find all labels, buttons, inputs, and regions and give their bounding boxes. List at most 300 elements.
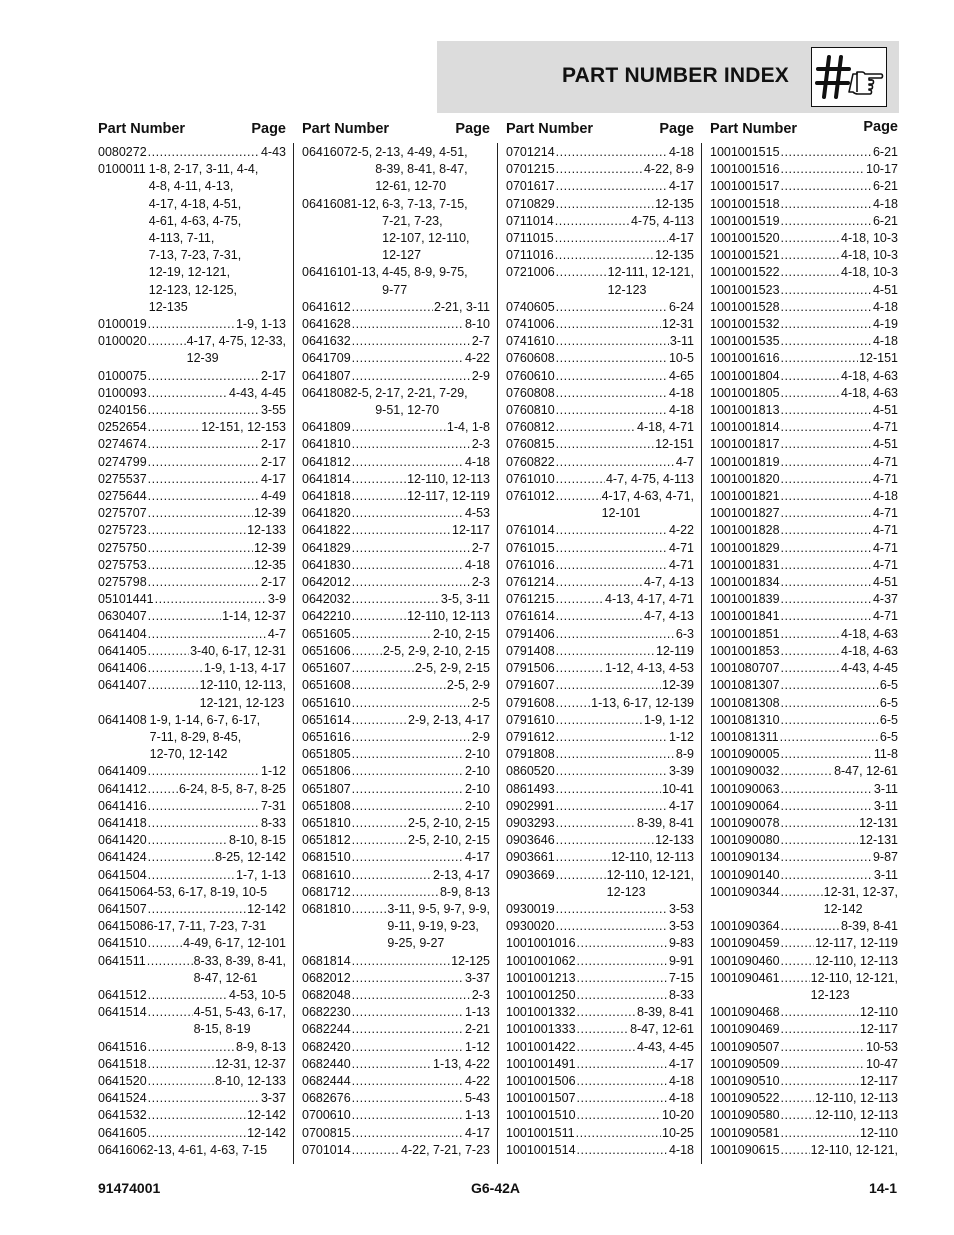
part-number: 0860520 [506, 764, 555, 779]
page-reference: 6-5 [879, 712, 898, 727]
page-reference-continued: 4-17, 4-18, 4-51, [148, 196, 242, 211]
page-reference: 8-33 [260, 815, 286, 830]
leader-dots [781, 626, 840, 643]
index-entry [506, 608, 694, 625]
index-entry [302, 626, 490, 643]
entry-first-line [302, 1107, 490, 1124]
leader-dots [781, 247, 840, 264]
leader-dots [781, 178, 872, 195]
index-entry [98, 419, 286, 436]
leader-dots [781, 660, 840, 677]
page-reference: 1-9, 1-13 [235, 317, 286, 332]
part-number: 0641628 [302, 317, 351, 332]
index-entry [98, 144, 286, 161]
entry-first-line [506, 540, 694, 557]
entry-first-line [98, 419, 286, 436]
part-number: 0641507 [98, 901, 147, 916]
leader-dots [781, 505, 872, 522]
part-number: 0740605 [506, 299, 555, 314]
page-reference: 4-45, 8-9, 9-75, [382, 265, 468, 280]
leader-dots [148, 608, 221, 625]
entry-first-line [506, 918, 694, 935]
leader-dots [781, 1039, 865, 1056]
index-entry [302, 436, 490, 453]
part-number: 0760812 [506, 420, 555, 435]
index-entry [302, 1004, 490, 1021]
page-reference: 10-20 [662, 1108, 694, 1123]
page-reference: 4-71 [872, 557, 898, 572]
leader-dots [781, 884, 823, 901]
part-number: 0641420 [98, 833, 147, 848]
index-entry [98, 677, 286, 711]
index-entry [710, 488, 898, 505]
leader-dots [148, 867, 235, 884]
entry-first-line [710, 385, 898, 402]
page-reference: 3-11 [873, 798, 898, 813]
leader-dots [352, 436, 471, 453]
leader-dots [148, 436, 260, 453]
part-number: 1001001831 [710, 557, 780, 572]
entry-first-line [710, 1107, 898, 1124]
page-heading: Page [659, 121, 694, 137]
leader-dots [781, 832, 859, 849]
page-reference: 12-142 [247, 901, 286, 916]
part-number: 0791608 [506, 695, 555, 710]
index-entry [506, 454, 694, 471]
page-reference: 10-5 [668, 351, 694, 366]
leader-dots [556, 316, 661, 333]
entry-first-line [302, 471, 490, 488]
entry-first-line [302, 368, 490, 385]
leader-dots [556, 574, 643, 591]
leader-dots [556, 144, 668, 161]
part-number-heading: Part Number [98, 121, 186, 137]
page-reference: 12-110, 12-113, [199, 678, 286, 693]
entry-first-line [710, 935, 898, 952]
leader-dots [556, 695, 590, 712]
index-entry [98, 608, 286, 625]
entry-first-line [710, 1004, 898, 1021]
leader-dots [148, 987, 228, 1004]
entry-first-line [710, 178, 898, 195]
leader-dots [556, 608, 643, 625]
leader-dots [577, 987, 668, 1004]
part-number: 0711015 [506, 231, 554, 246]
index-entry [98, 987, 286, 1004]
entry-first-line [302, 540, 490, 557]
page-reference: 4-18 [668, 385, 694, 400]
part-number: 0710829 [506, 196, 555, 211]
leader-dots [577, 1039, 636, 1056]
page-reference: 4-18, 10-3 [841, 248, 898, 263]
leader-dots [577, 1073, 668, 1090]
index-entry [506, 746, 694, 763]
leader-dots [781, 488, 872, 505]
part-number: 0630407 [98, 609, 147, 624]
index-entry [98, 436, 286, 453]
entry-first-line [302, 316, 490, 333]
entry-list [98, 144, 286, 1159]
page-reference: 12-39 [254, 506, 286, 521]
leader-dots [781, 1073, 859, 1090]
part-number: 0100020 [98, 334, 147, 349]
entry-first-line [506, 264, 694, 281]
entry-first-line [98, 144, 286, 161]
index-entry [506, 643, 694, 660]
index-entry [506, 316, 694, 333]
index-entry [506, 522, 694, 539]
index-entry [98, 815, 286, 832]
entry-list [302, 144, 490, 1159]
part-number: 0761014 [506, 523, 555, 538]
index-entry [302, 316, 490, 333]
part-number: 1001090063 [710, 781, 780, 796]
page-reference: 4-49 [260, 489, 286, 504]
entry-first-line [98, 505, 286, 522]
page-reference: 4-22 [668, 523, 694, 538]
index-entry [710, 402, 898, 419]
entry-first-line [302, 454, 490, 471]
entry-first-line [506, 230, 694, 247]
entry-first-line [506, 213, 694, 230]
entry-first-line [302, 574, 490, 591]
entry-first-line [710, 161, 898, 178]
page-reference: 12-117, 12-119 [815, 936, 898, 951]
entry-first-line [710, 660, 898, 677]
leader-dots [148, 419, 201, 436]
index-entry [302, 712, 490, 729]
leader-dots [352, 832, 407, 849]
leader-dots [352, 953, 450, 970]
page-reference: 4-43, 4-45 [841, 661, 898, 676]
index-entry [710, 1004, 898, 1021]
index-entry [506, 540, 694, 557]
entry-first-line [710, 402, 898, 419]
part-number: 1001090509 [710, 1056, 780, 1071]
page-reference: 1-13, 4-22 [433, 1056, 490, 1071]
part-number: 0761614 [506, 609, 555, 624]
leader-dots [781, 436, 872, 453]
index-entry [710, 918, 898, 935]
part-number-heading: Part Number [302, 121, 390, 137]
page-reference: 12-135 [655, 248, 694, 263]
entry-first-line [710, 316, 898, 333]
entry-first-line [506, 1021, 694, 1038]
index-entry [710, 436, 898, 453]
leader-dots [781, 419, 872, 436]
part-number: 0681814 [302, 953, 351, 968]
entry-first-line [710, 264, 898, 281]
page-reference: 4-22 [464, 1073, 490, 1088]
entry-first-line [710, 626, 898, 643]
leader-dots [781, 781, 873, 798]
part-number: 0682676 [302, 1091, 351, 1106]
part-number: 0641418 [98, 815, 147, 830]
page-reference: 1-7, 1-13 [235, 867, 286, 882]
page-reference: 2-7 [471, 540, 490, 555]
page-reference-continued: 4-113, 7-11, [148, 231, 215, 246]
entry-first-line [506, 987, 694, 1004]
part-number: 0100093 [98, 385, 147, 400]
entry-first-line [98, 522, 286, 539]
page-reference: 7-31 [260, 798, 286, 813]
page-reference: 3-11 [873, 781, 898, 796]
page-reference: 4-17 [464, 1125, 490, 1140]
part-number: 1001090064 [710, 798, 780, 813]
index-entry [710, 660, 898, 677]
page-reference: 12-110, 12-121, [606, 867, 694, 882]
part-number: 1001001535 [710, 334, 780, 349]
leader-dots [781, 333, 872, 350]
index-entry [506, 299, 694, 316]
entry-first-line [302, 660, 490, 677]
leader-dots [148, 815, 260, 832]
index-entry [98, 557, 286, 574]
leader-dots [781, 1056, 865, 1073]
part-number: 0930019 [506, 901, 555, 916]
entry-first-line [98, 1039, 286, 1056]
index-entry [506, 935, 694, 952]
entry-first-line [710, 643, 898, 660]
page-reference: 4-71 [872, 540, 898, 555]
page-reference: 12-39 [254, 540, 286, 555]
part-number: 0641518 [98, 1056, 147, 1071]
page-reference: 2-21, 3-11 [433, 299, 490, 314]
part-number: 0252654 [98, 420, 147, 435]
leader-dots [781, 540, 872, 557]
index-entry [506, 918, 694, 935]
index-entry [98, 1004, 286, 1038]
entry-first-line [710, 1021, 898, 1038]
page-reference: 2-17, 2-21, 7-29, [375, 385, 468, 400]
entry-first-line [98, 798, 286, 815]
page-reference: 7-15 [668, 970, 694, 985]
part-number: 0641520 [98, 1073, 147, 1088]
index-entry [506, 1073, 694, 1090]
column-header [98, 118, 286, 138]
page-reference: 8-47, 12-61 [834, 764, 898, 779]
index-entry [302, 746, 490, 763]
part-number: 0651610 [302, 695, 351, 710]
entry-first-line [710, 1073, 898, 1090]
part-number: 0930020 [506, 919, 555, 934]
part-number: 05101441 [98, 592, 154, 607]
index-entry [710, 695, 898, 712]
page-reference-continued: 12-135 [148, 299, 188, 314]
leader-dots [781, 230, 840, 247]
page-reference-continued: 9-25, 9-27 [387, 936, 445, 951]
entry-first-line [710, 953, 898, 970]
index-entry [506, 247, 694, 264]
page-reference: 6-24, 8-5, 8-7, 8-25 [178, 781, 286, 796]
entry-first-line [506, 867, 694, 884]
leader-dots [781, 264, 840, 281]
index-entry [98, 781, 286, 798]
leader-dots [781, 385, 840, 402]
index-entry [98, 488, 286, 505]
part-number: 0641424 [98, 850, 147, 865]
part-number: 0903669 [506, 867, 555, 882]
part-number: 1001001506 [506, 1073, 576, 1088]
leader-dots [148, 316, 235, 333]
index-entry [302, 1142, 490, 1159]
index-entry [98, 316, 286, 333]
leader-dots [352, 746, 464, 763]
part-number: 1001001528 [710, 299, 780, 314]
entry-first-line [302, 1125, 490, 1142]
index-entry [98, 333, 286, 367]
page-reference: 1-12, 4-13, 4-53 [605, 661, 694, 676]
page-reference-continued: 8-39, 8-41, 8-47, [375, 162, 468, 177]
entry-first-line [710, 350, 898, 367]
page-reference: 12-133 [247, 523, 286, 538]
page-reference: 4-7 [267, 626, 286, 641]
leader-dots [577, 1142, 668, 1159]
entry-first-line [506, 695, 694, 712]
page-reference: 2-3 [471, 987, 490, 1002]
entry-first-line [302, 436, 490, 453]
page-reference: 12-151, 12-153 [201, 420, 286, 435]
index-entry [710, 385, 898, 402]
leader-dots [781, 368, 840, 385]
page-reference: 10-17 [866, 162, 898, 177]
leader-dots [577, 1021, 630, 1038]
part-number: 0651810 [302, 815, 351, 830]
page-reference: 4-71 [668, 557, 694, 572]
page-reference: 4-43 [260, 145, 286, 159]
part-number: 1001001519 [710, 213, 780, 228]
index-entry [302, 1125, 490, 1142]
index-entry [506, 867, 694, 901]
entry-first-line [302, 987, 490, 1004]
leader-dots [352, 454, 464, 471]
page-reference: 12-142 [247, 1125, 286, 1140]
index-entry [506, 660, 694, 677]
column-divider [293, 143, 294, 1164]
leader-dots [148, 402, 260, 419]
index-entry [506, 1107, 694, 1124]
index-entry [98, 763, 286, 780]
page-reference: 4-17 [668, 231, 694, 246]
entry-first-line [506, 1073, 694, 1090]
part-number: 0902991 [506, 798, 555, 813]
index-entry [710, 419, 898, 436]
leader-dots [352, 591, 440, 608]
page-reference: 6-3, 7-13, 7-15, [382, 196, 468, 211]
entry-first-line [506, 333, 694, 350]
index-entry [506, 677, 694, 694]
part-number: 0641412 [98, 781, 147, 796]
leader-dots [781, 350, 859, 367]
page-reference: 6-3 [675, 626, 694, 641]
page-reference: 4-18 [872, 334, 898, 349]
entry-first-line [98, 953, 286, 970]
part-number: 0791607 [506, 678, 555, 693]
part-number: 0275750 [98, 540, 147, 555]
leader-dots [148, 781, 178, 798]
part-number: 0682440 [302, 1056, 351, 1071]
part-number: 0641632 [302, 334, 351, 349]
index-entry [710, 1125, 898, 1142]
index-entry [710, 213, 898, 230]
entry-first-line [506, 557, 694, 574]
leader-dots [556, 712, 643, 729]
part-number: 1001090080 [710, 833, 780, 848]
page-reference: 12-31 [662, 317, 694, 332]
entry-first-line [710, 867, 898, 884]
index-entry [302, 815, 490, 832]
index-entry [710, 867, 898, 884]
entry-first-line [710, 677, 898, 694]
page-reference: 12-125 [451, 953, 490, 968]
leader-dots [576, 1125, 661, 1142]
page-reference: 4-75, 4-113 [630, 213, 694, 228]
leader-dots [781, 1107, 815, 1124]
leader-dots [556, 522, 668, 539]
leader-dots [556, 264, 607, 281]
page-reference: 2-5, 2-9 [446, 678, 490, 693]
index-entry [506, 557, 694, 574]
part-number: 0641612 [302, 299, 351, 314]
entry-first-line [506, 419, 694, 436]
page-reference: 2-9 [471, 729, 490, 744]
entry-first-line [98, 1142, 286, 1159]
index-entry [98, 901, 286, 918]
index-entry [506, 419, 694, 436]
index-entry [302, 574, 490, 591]
page-reference: 2-5 [471, 695, 490, 710]
part-number: 0641605 [98, 1125, 147, 1140]
leader-dots [577, 970, 668, 987]
part-number: 0651614 [302, 712, 351, 727]
leader-dots [781, 161, 865, 178]
leader-dots [148, 763, 260, 780]
index-entry [302, 867, 490, 884]
entry-first-line [302, 350, 490, 367]
index-entry [710, 832, 898, 849]
index-entry [506, 436, 694, 453]
leader-dots [556, 832, 654, 849]
index-entry [98, 643, 286, 660]
leader-dots [148, 626, 267, 643]
index-entry [506, 763, 694, 780]
index-entry [302, 454, 490, 471]
part-number: 06416101-13, [302, 265, 380, 280]
entry-first-line [98, 815, 286, 832]
leader-dots [781, 712, 879, 729]
leader-dots [148, 540, 253, 557]
entry-first-line [710, 557, 898, 574]
part-number: 1001001507 [506, 1091, 576, 1106]
part-number: 1001001062 [506, 953, 576, 968]
page-reference: 12-110 [860, 1005, 898, 1020]
entry-first-line [710, 884, 898, 901]
index-entry [506, 196, 694, 213]
page-reference: 4-22 [464, 351, 490, 366]
part-number: 1001081307 [710, 678, 780, 693]
entry-first-line [710, 230, 898, 247]
entry-first-line [710, 970, 898, 987]
page-reference: 2-9 [471, 368, 490, 383]
part-number: 1001090459 [710, 936, 780, 951]
part-number: 06415086-17, [98, 919, 176, 934]
page-reference-continued: 12-123 [606, 884, 646, 899]
page-reference: 8-39, 8-41 [637, 815, 694, 830]
leader-dots [556, 419, 636, 436]
page-reference: 4-17 [260, 471, 286, 486]
part-number: 1001090461 [710, 970, 780, 985]
page-reference: 4-19 [872, 317, 898, 332]
